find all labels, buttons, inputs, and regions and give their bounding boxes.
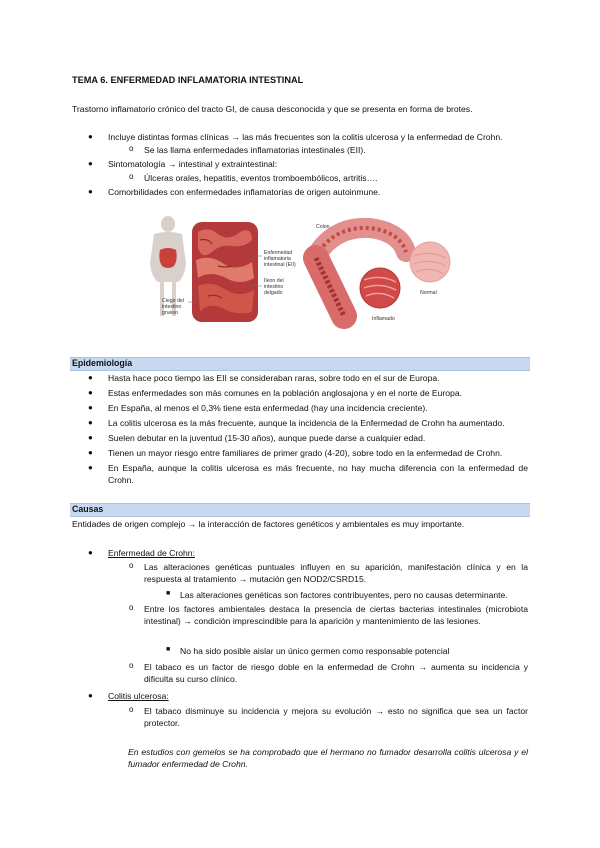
bullet-icon: ● — [88, 418, 93, 427]
list-detail-item: ■ No ha sido posible aislar un único germen como responsable potencial — [166, 646, 450, 656]
section-heading-causas: Causas — [70, 503, 530, 517]
circle-bullet-icon: o — [129, 172, 134, 181]
causas-intro: Entidades de origen complejo → la interacción de factores genéticos y ambientales es muy importante. — [72, 519, 465, 529]
circle-bullet-icon: o — [129, 561, 134, 570]
bullet-icon: ● — [88, 373, 93, 382]
list-item: ● En España, aunque la colitis ulcerosa es más frecuente, no hay mucha diferencia con la enfermedad de Crohn. — [88, 463, 528, 486]
bullet-icon: ● — [88, 388, 93, 397]
list-item: ● Sintomatología → intestinal y extraintestinal: — [88, 159, 278, 169]
normal-tissue-icon — [410, 242, 450, 282]
list-subitem: o Entre los factores ambientales destaca la presencia de ciertas bacterias intestinales (microbiota intestinal) → condición imprescindible para la aparición y mantenimiento de las lesiones. — [129, 603, 528, 627]
bullet-icon: ● — [88, 403, 93, 412]
bullet-icon: ● — [88, 132, 93, 141]
section-heading-epidemiologia: Epidemiología — [70, 357, 530, 371]
list-item: ● Hasta hace poco tiempo las EII se consideraban raras, sobre todo en el sur de Europa. — [88, 373, 440, 383]
intro-paragraph: Trastorno inflamatorio crónico del tracto GI, de causa desconocida y que se presenta en forma de brotes. — [72, 104, 473, 114]
list-subitem: o Úlceras orales, hepatitis, eventos tromboembólicos, artritis…. — [129, 172, 378, 183]
list-item: ● Estas enfermedades son más comunes en la población anglosajona y en el norte de Europa. — [88, 388, 463, 398]
square-bullet-icon: ■ — [166, 590, 171, 597]
list-item: ● Enfermedad de Crohn: — [88, 548, 195, 558]
list-detail-item: ■ Las alteraciones genéticas son factores contribuyentes, pero no causas determinante. — [166, 590, 508, 600]
list-item: ● Comorbilidades con enfermedades inflamatorias de origen autoinmune. — [88, 187, 381, 197]
list-subitem: o Se las llama enfermedades inflamatorias intestinales (EII). — [129, 144, 366, 155]
circle-bullet-icon: o — [129, 661, 134, 670]
label-colon: Colon — [316, 224, 330, 230]
bullet-icon: ● — [88, 159, 93, 168]
list-item: ● Colitis ulcerosa: — [88, 691, 169, 701]
circle-bullet-icon: o — [129, 144, 134, 153]
bullet-icon: ● — [88, 691, 93, 700]
circle-bullet-icon: o — [129, 603, 134, 612]
list-subitem: o Las alteraciones genéticas puntuales influyen en su aparición, manifestación clínica y en la respuesta al tratamiento → mutación gen NOD2/CSRD15. — [129, 561, 528, 585]
inflamed-tissue-icon — [360, 268, 400, 308]
bullet-icon: ● — [88, 463, 93, 472]
list-item: ● Suelen debutar en la juventud (15-30 años), aunque puede darse a cualquier edad. — [88, 433, 426, 443]
list-subitem: o El tabaco disminuye su incidencia y mejora su evolución → esto no significa que sea un factor protector. — [129, 705, 528, 729]
label-inflamado: Inflamado — [372, 316, 395, 322]
bullet-icon: ● — [88, 433, 93, 442]
label-normal: Normal — [420, 290, 437, 296]
bullet-icon: ● — [88, 548, 93, 557]
circle-bullet-icon: o — [129, 705, 134, 714]
list-item: ● En España, al menos el 0,3% tiene esta enfermedad (hay una incidencia creciente). — [88, 403, 428, 413]
bullet-icon: ● — [88, 187, 93, 196]
list-item: ● Tienen un mayor riesgo entre familiares de primer grado (4-20), sobre todo en la enfermedad de Crohn. — [88, 448, 503, 458]
list-item: ● La colitis ulcerosa es la más frecuente, aunque la incidencia de la Enfermedad de Crohn ha aumentado. — [88, 418, 505, 428]
small-intestine-icon — [192, 222, 258, 322]
gemelos-note: En estudios con gemelos se ha comprobado que el hermano no fumador desarrolla colitis ulcerosa y el fumador enfermedad de Crohn. — [128, 747, 528, 770]
label-ileon: Íleon del intestino delgado — [264, 278, 284, 296]
label-ciego: Ciego del intestino grueso — [162, 298, 184, 316]
list-item: ● Incluye distintas formas clínicas → las más frecuentes son la colitis ulcerosa y la enfermedad de Crohn. — [88, 132, 503, 142]
intestine-illustration — [148, 216, 456, 332]
label-eii: Enfermedad inflamatoria intestinal (EII) — [264, 250, 296, 268]
illustration-svg — [148, 216, 456, 332]
bullet-icon: ● — [88, 448, 93, 457]
square-bullet-icon: ■ — [166, 646, 171, 653]
list-subitem: o El tabaco es un factor de riesgo doble en la enfermedad de Crohn → aumenta su incidencia y dificulta su curso clínico. — [129, 661, 528, 685]
document-title: TEMA 6. ENFERMEDAD INFLAMATORIA INTESTINAL — [72, 75, 304, 85]
